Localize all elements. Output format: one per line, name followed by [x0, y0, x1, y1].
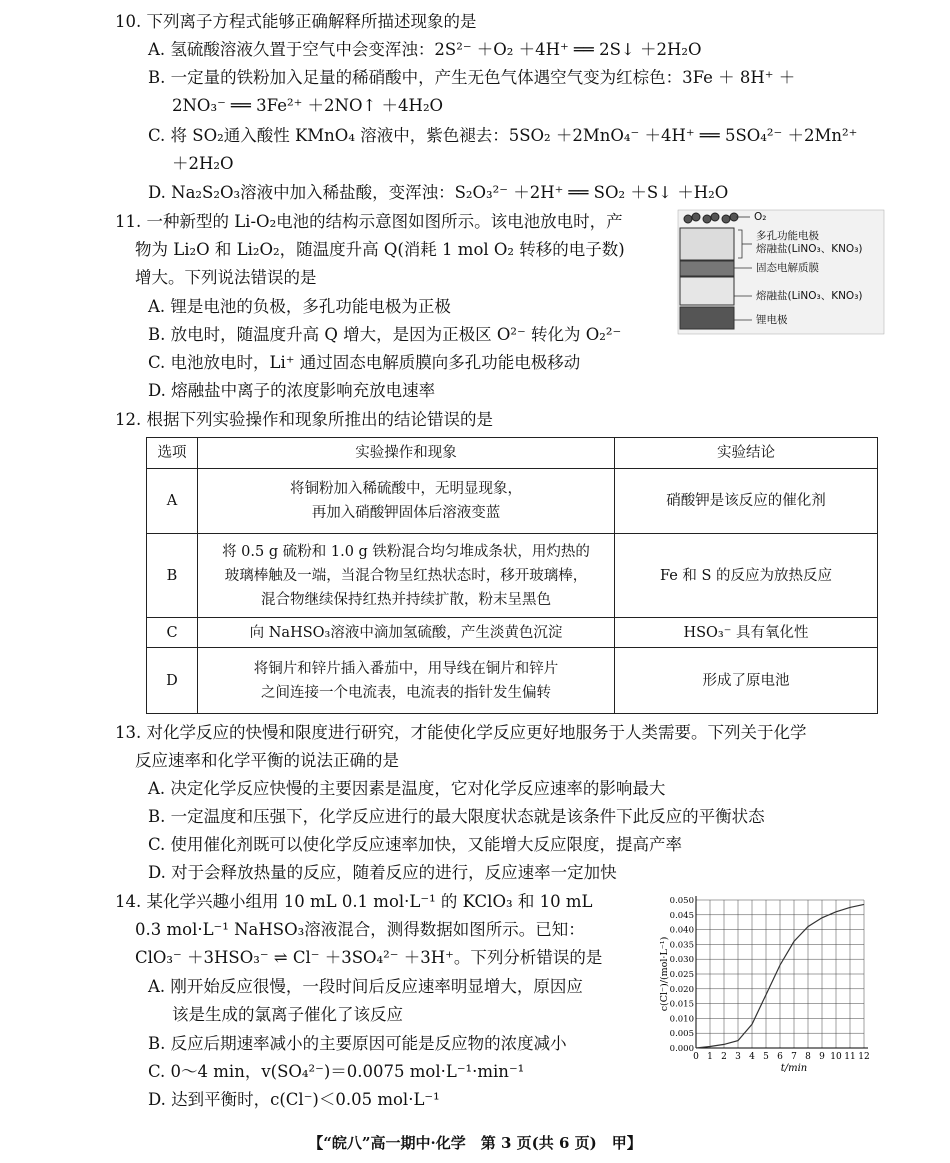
row-conclusion: 形成了原电池 — [615, 648, 878, 714]
y-tick-label: 0.005 — [669, 1029, 694, 1040]
row-operation-line: 混合物继续保持红热并持续扩散，粉末呈黑色 — [261, 591, 551, 608]
q10-option-c-cont: ＋2H₂O — [172, 154, 234, 173]
y-tick-label: 0.020 — [669, 984, 694, 995]
solid-electrolyte-label: 固态电解质膜 — [756, 262, 819, 274]
row-conclusion: 硝酸钾是该反应的催化剂 — [615, 469, 878, 534]
q13-stem-2: 反应速率和化学平衡的说法正确的是 — [135, 751, 399, 770]
q14-option-b: B. 反应后期速率减小的主要原因可能是反应物的浓度减小 — [148, 1034, 567, 1053]
y-tick-label: 0.025 — [669, 970, 694, 980]
x-tick-label: 2 — [721, 1052, 727, 1062]
row-option: A — [147, 469, 198, 534]
row-operation — [198, 648, 615, 714]
experiment-table — [146, 437, 878, 714]
x-tick-label: 8 — [805, 1052, 811, 1062]
y-axis-label: c(Cl⁻)/(mol·L⁻¹) — [660, 936, 670, 1012]
y-tick-label: 0.010 — [669, 1014, 694, 1025]
row-operation-line: 再加入硝酸钾固体后溶液变蓝 — [311, 505, 501, 521]
x-tick-label: 10 — [830, 1052, 842, 1062]
row-operation — [198, 618, 615, 648]
table-row — [147, 648, 878, 714]
x-tick-label: 11 — [844, 1052, 856, 1062]
q14-stem-1: 14. 某化学兴趣小组用 10 mL 0.1 mol·L⁻¹ 的 KClO₃ 和 10 mL — [115, 892, 593, 911]
row-operation-line: 玻璃棒触及一端，当混合物呈红热状态时，移开玻璃棒， — [224, 567, 588, 584]
y-tick-label: 0.030 — [669, 955, 694, 966]
y-tick-label: 0.000 — [669, 1044, 694, 1054]
x-tick-label: 7 — [791, 1052, 797, 1062]
q11-option-a: A. 锂是电池的负极，多孔功能电极为正极 — [148, 297, 451, 316]
header-operation: 实验操作和现象 — [198, 438, 615, 469]
q10-option-d: D. Na₂S₂O₃溶液中加入稀盐酸，变浑浊：S₂O₃²⁻ ＋2H⁺ ══ SO₂ ＋S↓ ＋H₂O — [148, 183, 729, 202]
concentration-chart-svg — [660, 888, 885, 1078]
porous-electrode-label: 多孔功能电极 — [756, 230, 819, 242]
header-option: 选项 — [147, 438, 198, 469]
q12-stem: 12. 根据下列实验操作和现象所推出的结论错误的是 — [115, 410, 493, 429]
row-operation-line: 将 0.5 g 硫粉和 1.0 g 铁粉混合均匀堆成条状，用灼热的 — [222, 543, 590, 560]
q14-stem-2: 0.3 mol·L⁻¹ NaHSO₃溶液混合，测得数据如图所示。已知： — [135, 920, 585, 939]
o2-label: O₂ — [754, 211, 767, 223]
row-operation-line: 将铜片和锌片插入番茄中，用导线在铜片和锌片 — [253, 660, 559, 677]
q13-option-d: D. 对于会释放热量的反应，随着反应的进行，反应速率一定加快 — [148, 863, 617, 882]
row-option: B — [147, 534, 198, 618]
lithium-electrode-layer — [680, 307, 734, 329]
row-operation-line: 之间连接一个电流表，电流表的指针发生偏转 — [261, 684, 551, 701]
q14-stem-3: ClO₃⁻ ＋3HSO₃⁻ ⇌ Cl⁻ ＋3SO₄²⁻ ＋3H⁺。下列分析错误的是 — [135, 948, 603, 967]
row-option: D — [147, 648, 198, 714]
x-tick-label: 4 — [749, 1052, 755, 1062]
q10-option-b-cont: 2NO₃⁻ ══ 3Fe²⁺ ＋2NO↑ ＋4H₂O — [172, 96, 444, 115]
q14-option-c: C. 0～4 min，v(SO₄²⁻)＝0.0075 mol·L⁻¹·min⁻¹ — [148, 1062, 525, 1081]
q14-option-a-cont: 该是生成的氯离子催化了该反应 — [172, 1005, 403, 1024]
row-operation — [198, 534, 615, 618]
q14-option-d: D. 达到平衡时，c(Cl⁻)＜0.05 mol·L⁻¹ — [148, 1090, 440, 1109]
concentration-chart — [660, 888, 885, 1078]
header-conclusion: 实验结论 — [615, 438, 878, 469]
y-tick-label: 0.045 — [669, 910, 694, 921]
q11-option-b: B. 放电时，随温度升高 Q 增大，是因为正极区 O²⁻ 转化为 O₂²⁻ — [148, 325, 622, 344]
table-row — [147, 534, 878, 618]
table-header-row — [147, 438, 878, 469]
q11-stem-2: 物为 Li₂O 和 Li₂O₂，随温度升高 Q(消耗 1 mol O₂ 转移的电子数) — [135, 240, 625, 259]
row-conclusion: Fe 和 S 的反应为放热反应 — [615, 534, 878, 618]
molten-salt-label-1: 熔融盐(LiNO₃、KNO₃) — [756, 243, 863, 255]
y-tick-label: 0.035 — [669, 940, 694, 951]
row-operation-line: 将铜粉加入稀硫酸中，无明显现象， — [290, 481, 522, 497]
page-footer: 【“皖八”高一期中·化学 第 3 页(共 6 页) 甲】 — [308, 1134, 642, 1152]
q13-option-a: A. 决定化学反应快慢的主要因素是温度，它对化学反应速率的影响最大 — [148, 779, 666, 798]
lithium-electrode-label: 锂电极 — [756, 314, 788, 326]
x-tick-label: 9 — [819, 1052, 825, 1062]
q10-stem: 10. 下列离子方程式能够正确解释所描述现象的是 — [115, 12, 477, 31]
q11-stem-1: 11. 一种新型的 Li-O₂电池的结构示意图如图所示。该电池放电时，产 — [115, 212, 623, 231]
solid-electrolyte-layer — [680, 261, 734, 276]
x-tick-label: 3 — [735, 1052, 741, 1062]
q11-option-c: C. 电池放电时，Li⁺ 通过固态电解质膜向多孔功能电极移动 — [148, 353, 581, 372]
x-tick-label: 1 — [707, 1052, 713, 1062]
q10-option-b: B. 一定量的铁粉加入足量的稀硝酸中，产生无色气体遇空气变为红棕色：3Fe ＋ 8H⁺ ＋ — [148, 68, 796, 87]
table-row — [147, 469, 878, 534]
row-operation — [198, 469, 615, 534]
x-tick-label: 0 — [693, 1052, 699, 1062]
y-tick-label: 0.040 — [669, 925, 694, 936]
q13-stem-1: 13. 对化学反应的快慢和限度进行研究，才能使化学反应更好地服务于人类需要。下列关于化学 — [115, 723, 807, 742]
x-axis-label: t/min — [780, 1063, 808, 1074]
porous-electrode-layer — [680, 228, 734, 260]
q14-option-a: A. 刚开始反应很慢，一段时间后反应速率明显增大，原因应 — [148, 977, 583, 996]
row-option: C — [147, 618, 198, 648]
q13-option-b: B. 一定温度和压强下，化学反应进行的最大限度状态就是该条件下此反应的平衡状态 — [148, 807, 765, 826]
y-tick-label: 0.050 — [669, 896, 694, 906]
x-tick-label: 5 — [763, 1052, 769, 1062]
y-tick-label: 0.015 — [669, 999, 694, 1010]
battery-diagram — [676, 208, 886, 336]
molten-salt-label-2: 熔融盐(LiNO₃、KNO₃) — [756, 290, 863, 302]
q11-option-d: D. 熔融盐中离子的浓度影响充放电速率 — [148, 381, 436, 400]
q13-option-c: C. 使用催化剂既可以使化学反应速率加快，又能增大反应限度，提高产率 — [148, 835, 683, 854]
x-tick-label: 6 — [777, 1052, 783, 1062]
molten-salt-layer — [680, 277, 734, 305]
q11-stem-3: 增大。下列说法错误的是 — [135, 268, 317, 287]
q10-option-a: A. 氢硫酸溶液久置于空气中会变浑浊：2S²⁻ ＋O₂ ＋4H⁺ ══ 2S↓ ＋2H₂O — [148, 40, 702, 59]
x-tick-label: 12 — [858, 1052, 870, 1062]
row-operation-line: 向 NaHSO₃溶液中滴加氢硫酸，产生淡黄色沉淀 — [249, 624, 563, 641]
table-row — [147, 618, 878, 648]
q10-option-c: C. 将 SO₂通入酸性 KMnO₄ 溶液中，紫色褪去：5SO₂ ＋2MnO₄⁻ ＋4H⁺ ══ 5SO₄²⁻ ＋2Mn²⁺ — [148, 126, 858, 145]
row-conclusion: HSO₃⁻ 具有氧化性 — [615, 618, 878, 648]
